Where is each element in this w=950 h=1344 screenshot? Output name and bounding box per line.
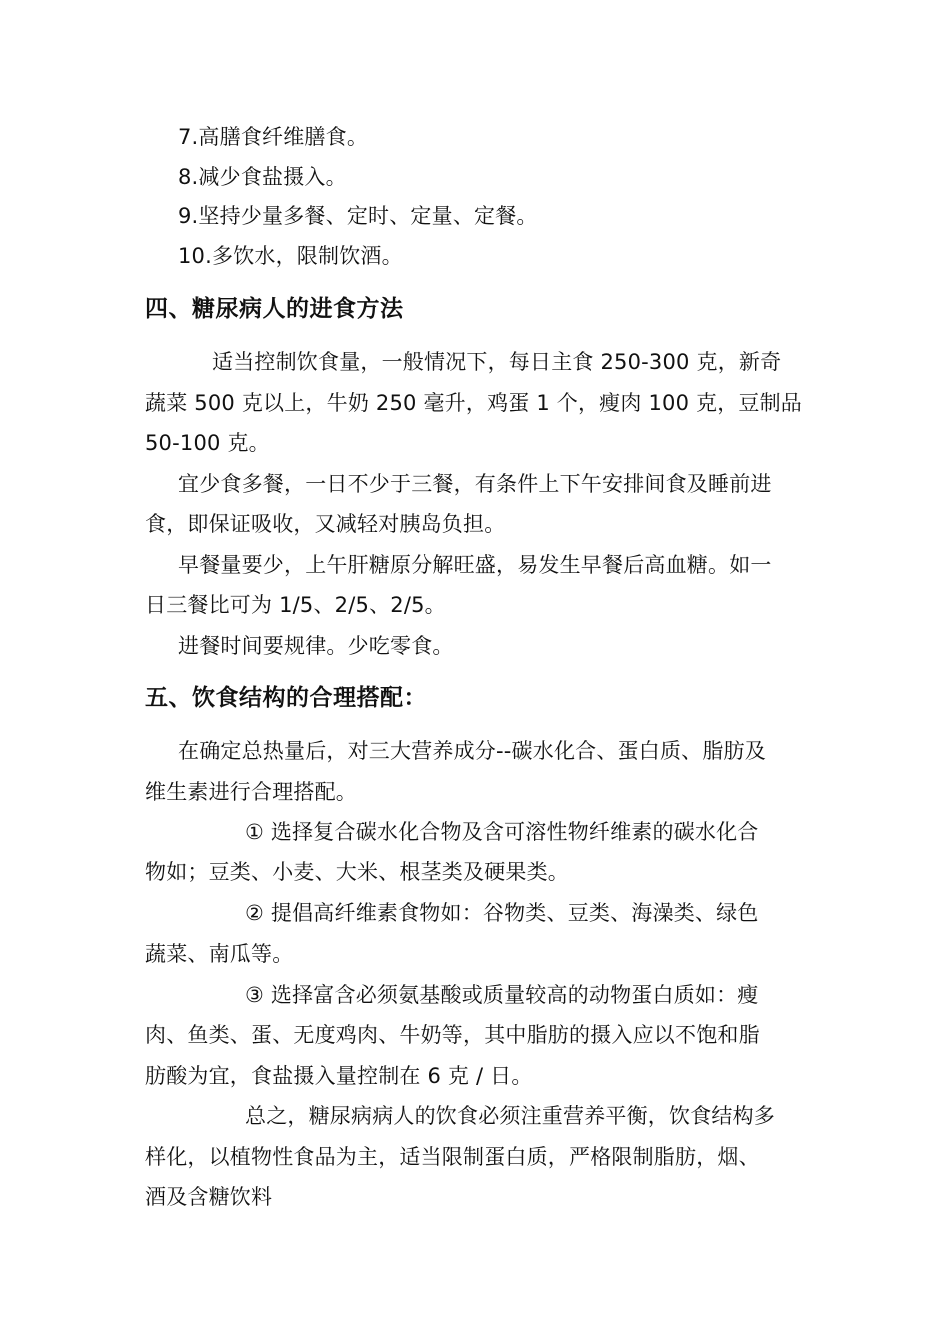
paragraph-line: 进餐时间要规律。少吃零食。 [178, 634, 454, 658]
paragraph-line: 肉、鱼类、蛋、无度鸡肉、牛奶等，其中脂肪的摄入应以不饱和脂 [145, 1023, 760, 1047]
paragraph-line: 蔬菜、南瓜等。 [145, 942, 294, 966]
paragraph-line: 蔬菜 500 克以上，牛奶 250 毫升，鸡蛋 1 个，瘦肉 100 克，豆制品 [145, 391, 803, 415]
paragraph-line: 早餐量要少，上午肝糖原分解旺盛，易发生早餐后高血糖。如一 [178, 553, 772, 577]
paragraph-line: 总之，糖尿病病人的饮食必须注重营养平衡，饮食结构多 [245, 1104, 775, 1128]
section-heading-5: 五、饮食结构的合理搭配： [145, 685, 427, 711]
list-item-10: 10.多饮水，限制饮酒。 [178, 244, 403, 268]
paragraph-line: 维生素进行合理搭配。 [145, 780, 357, 804]
list-item-8: 8.减少食盐摄入。 [178, 165, 347, 189]
section-heading-4: 四、糖尿病人的进食方法 [145, 296, 404, 322]
paragraph-line: 适当控制饮食量，一般情况下，每日主食 250-300 克，新奇 [212, 350, 782, 374]
paragraph-line: 在确定总热量后，对三大营养成分--碳水化合、蛋白质、脂肪及 [178, 739, 766, 763]
paragraph-line: 50-100 克。 [145, 431, 270, 455]
list-item-9: 9.坚持少量多餐、定时、定量、定餐。 [178, 204, 538, 228]
paragraph-line: ③ 选择富含必须氨基酸或质量较高的动物蛋白质如：瘦 [245, 983, 759, 1007]
list-item-7: 7.高膳食纤维膳食。 [178, 125, 369, 149]
paragraph-line: 样化，以植物性食品为主，适当限制蛋白质，严格限制脂肪，烟、 [145, 1145, 760, 1169]
paragraph-line: 酒及含糖饮料 [145, 1185, 273, 1209]
paragraph-line: 食，即保证吸收，又减轻对胰岛负担。 [145, 512, 506, 536]
paragraph-line: 宜少食多餐，一日不少于三餐，有条件上下午安排间食及睡前进 [178, 472, 772, 496]
paragraph-line: ② 提倡高纤维素食物如：谷物类、豆类、海澡类、绿色 [245, 901, 759, 925]
paragraph-line: 肪酸为宜，食盐摄入量控制在 6 克 / 日。 [145, 1064, 533, 1088]
paragraph-line: 物如；豆类、小麦、大米、根茎类及硬果类。 [145, 860, 569, 884]
paragraph-line: 日三餐比可为 1/5、2/5、2/5。 [145, 593, 446, 617]
paragraph-line: ① 选择复合碳水化合物及含可溶性物纤维素的碳水化合 [245, 820, 759, 844]
